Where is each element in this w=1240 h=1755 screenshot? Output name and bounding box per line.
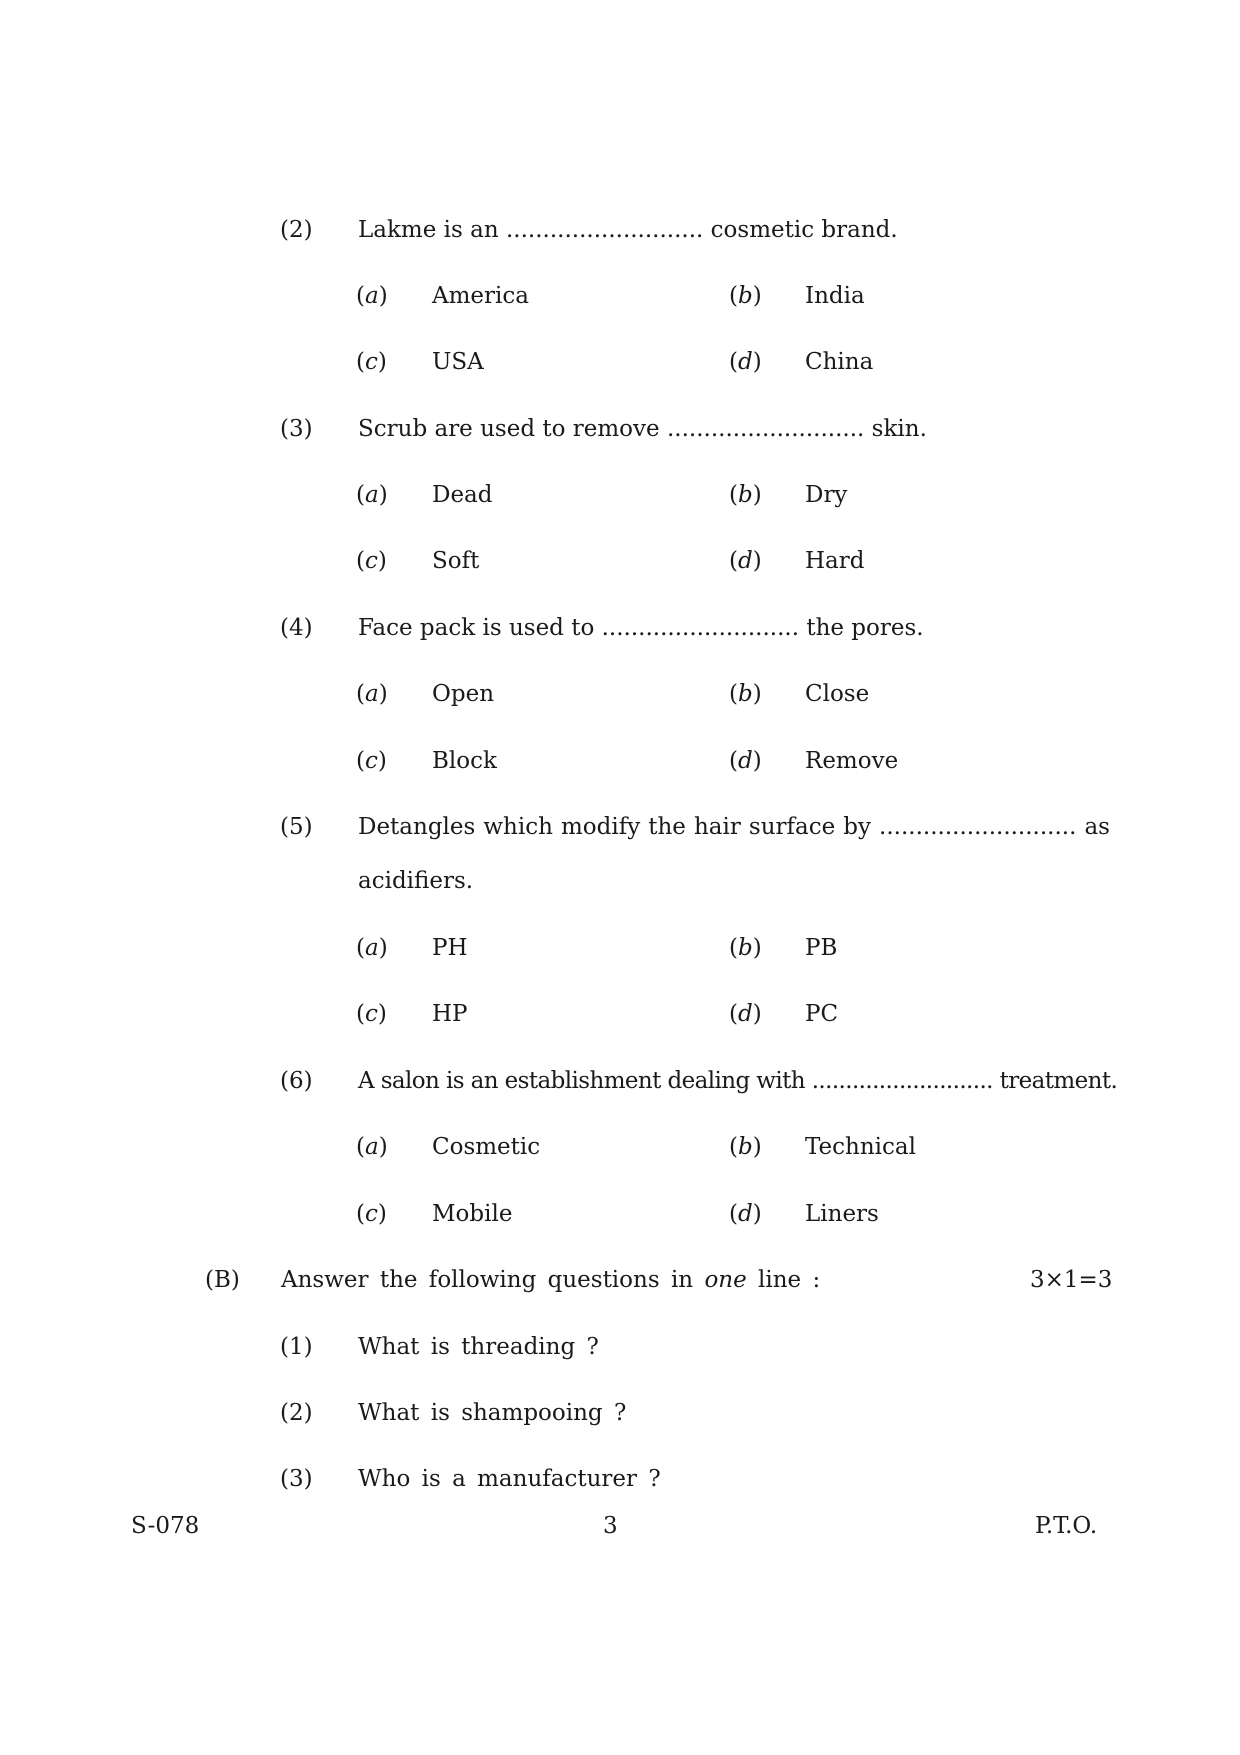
option-letter: (d) [729,349,762,375]
page-number: 3 [603,1513,618,1539]
option-text: USA [432,349,484,375]
option-text: Dry [805,482,848,508]
option-text: China [805,349,874,375]
question-number: (2) [280,217,313,243]
option-letter: (a) [356,681,388,707]
question-text: A salon is an establishment dealing with ........................... treatment. [358,1068,1118,1094]
option-text: Block [432,748,497,774]
question-number: (5) [280,814,313,840]
section-instruction: Answer the following questions in one line : [281,1267,821,1293]
question-text: What is threading ? [358,1334,599,1360]
option-text: Hard [805,548,865,574]
question-number: (3) [280,416,313,442]
question-text: Lakme is an ........................... cosmetic brand. [358,217,898,243]
option-text: Mobile [432,1201,513,1227]
question-text-line-2: acidifiers. [358,868,474,894]
option-letter: (d) [729,748,762,774]
option-letter: (c) [356,1001,387,1027]
option-letter: (a) [356,283,388,309]
option-text: Soft [432,548,480,574]
option-letter: (b) [729,283,762,309]
option-text: Liners [805,1201,879,1227]
option-letter: (a) [356,1134,388,1160]
option-letter: (b) [729,935,762,961]
option-text: Close [805,681,870,707]
question-text: Who is a manufacturer ? [358,1466,661,1492]
option-letter: (d) [729,1001,762,1027]
option-text: PC [805,1001,839,1027]
question-text: What is shampooing ? [358,1400,627,1426]
option-letter: (a) [356,482,388,508]
option-text: HP [432,1001,468,1027]
option-text: America [432,283,529,309]
option-text: PB [805,935,838,961]
option-letter: (c) [356,1201,387,1227]
option-letter: (b) [729,482,762,508]
option-text: India [805,283,865,309]
section-marks: 3×1=3 [1030,1267,1113,1293]
question-number: (1) [280,1334,313,1360]
option-letter: (c) [356,548,387,574]
question-number: (6) [280,1068,313,1094]
option-letter: (d) [729,548,762,574]
option-letter: (c) [356,349,387,375]
option-text: Dead [432,482,493,508]
question-text: Face pack is used to ........................... the pores. [358,615,924,641]
option-text: PH [432,935,468,961]
option-text: Remove [805,748,899,774]
option-letter: (d) [729,1201,762,1227]
option-letter: (a) [356,935,388,961]
paper-code: S-078 [131,1513,200,1539]
question-text: Scrub are used to remove ........................... skin. [358,416,927,442]
option-text: Cosmetic [432,1134,541,1160]
section-label: (B) [205,1267,240,1293]
option-letter: (b) [729,1134,762,1160]
please-turn-over: P.T.O. [1035,1513,1098,1539]
option-letter: (c) [356,748,387,774]
option-text: Open [432,681,495,707]
question-number: (3) [280,1466,313,1492]
question-number: (4) [280,615,313,641]
option-text: Technical [805,1134,916,1160]
question-text-line-1: Detangles which modify the hair surface by ........................... as [358,814,1110,840]
option-letter: (b) [729,681,762,707]
question-number: (2) [280,1400,313,1426]
